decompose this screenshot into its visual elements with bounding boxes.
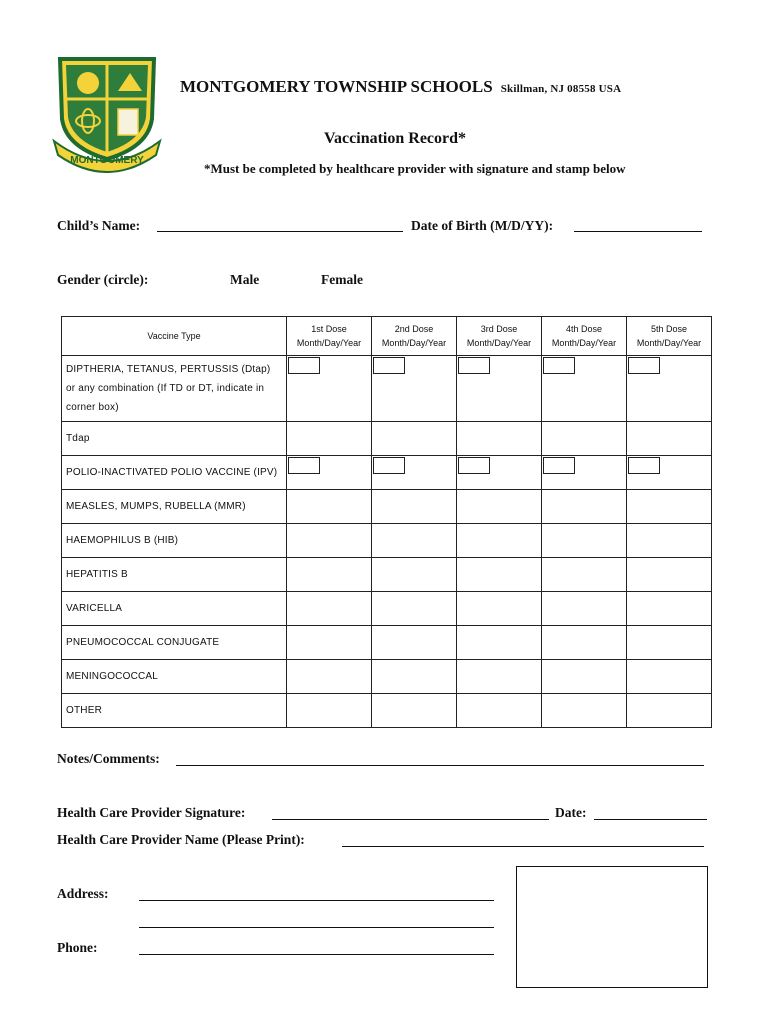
montgomery-crest-icon xyxy=(52,55,162,173)
dose-header-3: 3rd Dose Month/Day/Year xyxy=(457,317,542,356)
child-name-label: Child’s Name: xyxy=(57,218,141,233)
page-subtitle: *Must be completed by healthcare provider with signature and stamp below xyxy=(204,161,626,176)
dose-date-cell[interactable] xyxy=(627,490,712,524)
school-title: MONTGOMERY TOWNSHIP SCHOOLS xyxy=(180,77,493,96)
dose-date-cell[interactable] xyxy=(287,660,372,694)
gender-male-option[interactable]: Male xyxy=(230,272,260,287)
child-name-field[interactable] xyxy=(157,231,403,232)
vaccine-name: POLIO-INACTIVATED POLIO VACCINE (IPV) xyxy=(62,456,287,490)
corner-box[interactable] xyxy=(458,357,490,374)
dose-date-cell[interactable] xyxy=(372,660,457,694)
dose-date-cell[interactable] xyxy=(287,592,372,626)
dose-date-cell[interactable] xyxy=(627,592,712,626)
dob-label: Date of Birth (M/D/YY): xyxy=(411,218,554,233)
dose-date-cell[interactable] xyxy=(542,660,627,694)
address-field-line-2[interactable] xyxy=(139,927,494,928)
corner-box[interactable] xyxy=(458,457,490,474)
gender-female-option[interactable]: Female xyxy=(321,272,363,287)
dose-date-cell[interactable] xyxy=(287,490,372,524)
dose-date-cell[interactable] xyxy=(457,694,542,728)
dose-date-cell[interactable] xyxy=(627,356,712,422)
dose-date-cell[interactable] xyxy=(542,456,627,490)
dose-date-cell[interactable] xyxy=(542,592,627,626)
dose-date-cell[interactable] xyxy=(457,356,542,422)
table-header-row xyxy=(62,317,712,356)
dose-date-cell[interactable] xyxy=(287,422,372,456)
provider-signature-field[interactable] xyxy=(272,819,549,820)
dose-date-cell[interactable] xyxy=(372,626,457,660)
vaccine-name: Tdap xyxy=(62,422,287,456)
dose-date-cell[interactable] xyxy=(287,524,372,558)
dose-date-cell[interactable] xyxy=(627,524,712,558)
dose-date-cell[interactable] xyxy=(627,558,712,592)
table-row xyxy=(62,356,712,422)
dose-date-cell[interactable] xyxy=(372,694,457,728)
dose-header-1: 1st Dose Month/Day/Year xyxy=(287,317,372,356)
vaccine-name: PNEUMOCOCCAL CONJUGATE xyxy=(62,626,287,660)
dose-date-cell[interactable] xyxy=(457,456,542,490)
corner-box[interactable] xyxy=(628,357,660,374)
vaccine-name: HAEMOPHILUS B (HIB) xyxy=(62,524,287,558)
vaccine-name: VARICELLA xyxy=(62,592,287,626)
dose-date-cell[interactable] xyxy=(627,660,712,694)
dose-date-cell[interactable] xyxy=(542,558,627,592)
dose-date-cell[interactable] xyxy=(542,694,627,728)
corner-box[interactable] xyxy=(543,457,575,474)
dob-row xyxy=(411,218,553,234)
vaccine-name: OTHER xyxy=(62,694,287,728)
phone-label: Phone: xyxy=(57,940,98,955)
corner-box[interactable] xyxy=(373,357,405,374)
page-title: Vaccination Record* xyxy=(323,130,467,147)
dob-field[interactable] xyxy=(574,231,702,232)
table-row xyxy=(62,524,712,558)
table-row xyxy=(62,422,712,456)
dose-date-cell[interactable] xyxy=(372,356,457,422)
dose-date-cell[interactable] xyxy=(542,626,627,660)
dose-date-cell[interactable] xyxy=(457,422,542,456)
table-row xyxy=(62,694,712,728)
corner-box[interactable] xyxy=(288,357,320,374)
notes-field[interactable] xyxy=(176,765,704,766)
dose-date-cell[interactable] xyxy=(372,592,457,626)
school-location: Skillman, NJ 08558 USA xyxy=(500,83,622,95)
provider-date-label: Date: xyxy=(555,805,587,820)
provider-stamp-box[interactable] xyxy=(516,866,708,988)
provider-signature-label: Health Care Provider Signature: xyxy=(57,805,246,820)
address-field-line-1[interactable] xyxy=(139,900,494,901)
table-row xyxy=(62,592,712,626)
dose-date-cell[interactable] xyxy=(372,524,457,558)
table-row xyxy=(62,626,712,660)
dose-date-cell[interactable] xyxy=(287,558,372,592)
dose-date-cell[interactable] xyxy=(287,456,372,490)
vaccine-name: DIPTHERIA, TETANUS, PERTUSSIS (Dtap) or any combination (If TD or DT, indicate in corner box) xyxy=(62,356,287,422)
vaccine-name: MENINGOCOCCAL xyxy=(62,660,287,694)
dose-header-5: 5th Dose Month/Day/Year xyxy=(627,317,712,356)
dose-date-cell[interactable] xyxy=(287,626,372,660)
address-label: Address: xyxy=(57,886,109,901)
dose-date-cell[interactable] xyxy=(372,422,457,456)
dose-date-cell[interactable] xyxy=(457,660,542,694)
vaccine-name: MEASLES, MUMPS, RUBELLA (MMR) xyxy=(62,490,287,524)
dose-date-cell[interactable] xyxy=(542,524,627,558)
table-row xyxy=(62,558,712,592)
table-row xyxy=(62,456,712,490)
provider-name-field[interactable] xyxy=(342,846,704,847)
dose-date-cell[interactable] xyxy=(542,490,627,524)
dose-date-cell[interactable] xyxy=(627,626,712,660)
dose-date-cell[interactable] xyxy=(627,694,712,728)
dose-date-cell[interactable] xyxy=(457,524,542,558)
dose-date-cell[interactable] xyxy=(457,592,542,626)
dose-date-cell[interactable] xyxy=(457,626,542,660)
school-name xyxy=(180,77,621,97)
vaccination-table xyxy=(61,316,712,728)
vaccine-type-header: Vaccine Type xyxy=(62,317,287,356)
gender-label: Gender (circle): xyxy=(57,272,149,287)
provider-date-field[interactable] xyxy=(594,819,707,820)
dose-date-cell[interactable] xyxy=(287,356,372,422)
dose-date-cell[interactable] xyxy=(372,456,457,490)
corner-box[interactable] xyxy=(373,457,405,474)
child-name-row xyxy=(57,218,140,234)
dose-date-cell[interactable] xyxy=(542,422,627,456)
dose-header-2: 2nd Dose Month/Day/Year xyxy=(372,317,457,356)
dose-date-cell[interactable] xyxy=(457,558,542,592)
dose-date-cell[interactable] xyxy=(457,490,542,524)
corner-box[interactable] xyxy=(628,457,660,474)
dose-header-4: 4th Dose Month/Day/Year xyxy=(542,317,627,356)
table-row xyxy=(62,490,712,524)
dose-date-cell[interactable] xyxy=(372,490,457,524)
provider-name-label: Health Care Provider Name (Please Print): xyxy=(57,832,305,847)
dose-date-cell[interactable] xyxy=(627,456,712,490)
phone-field[interactable] xyxy=(139,954,494,955)
dose-date-cell[interactable] xyxy=(372,558,457,592)
dose-date-cell[interactable] xyxy=(542,356,627,422)
dose-date-cell[interactable] xyxy=(287,694,372,728)
dose-date-cell[interactable] xyxy=(627,422,712,456)
corner-box[interactable] xyxy=(543,357,575,374)
notes-label: Notes/Comments: xyxy=(57,751,160,766)
table-row xyxy=(62,660,712,694)
vaccine-name: HEPATITIS B xyxy=(62,558,287,592)
corner-box[interactable] xyxy=(288,457,320,474)
svg-text:MONTGOMERY: MONTGOMERY xyxy=(70,155,144,166)
